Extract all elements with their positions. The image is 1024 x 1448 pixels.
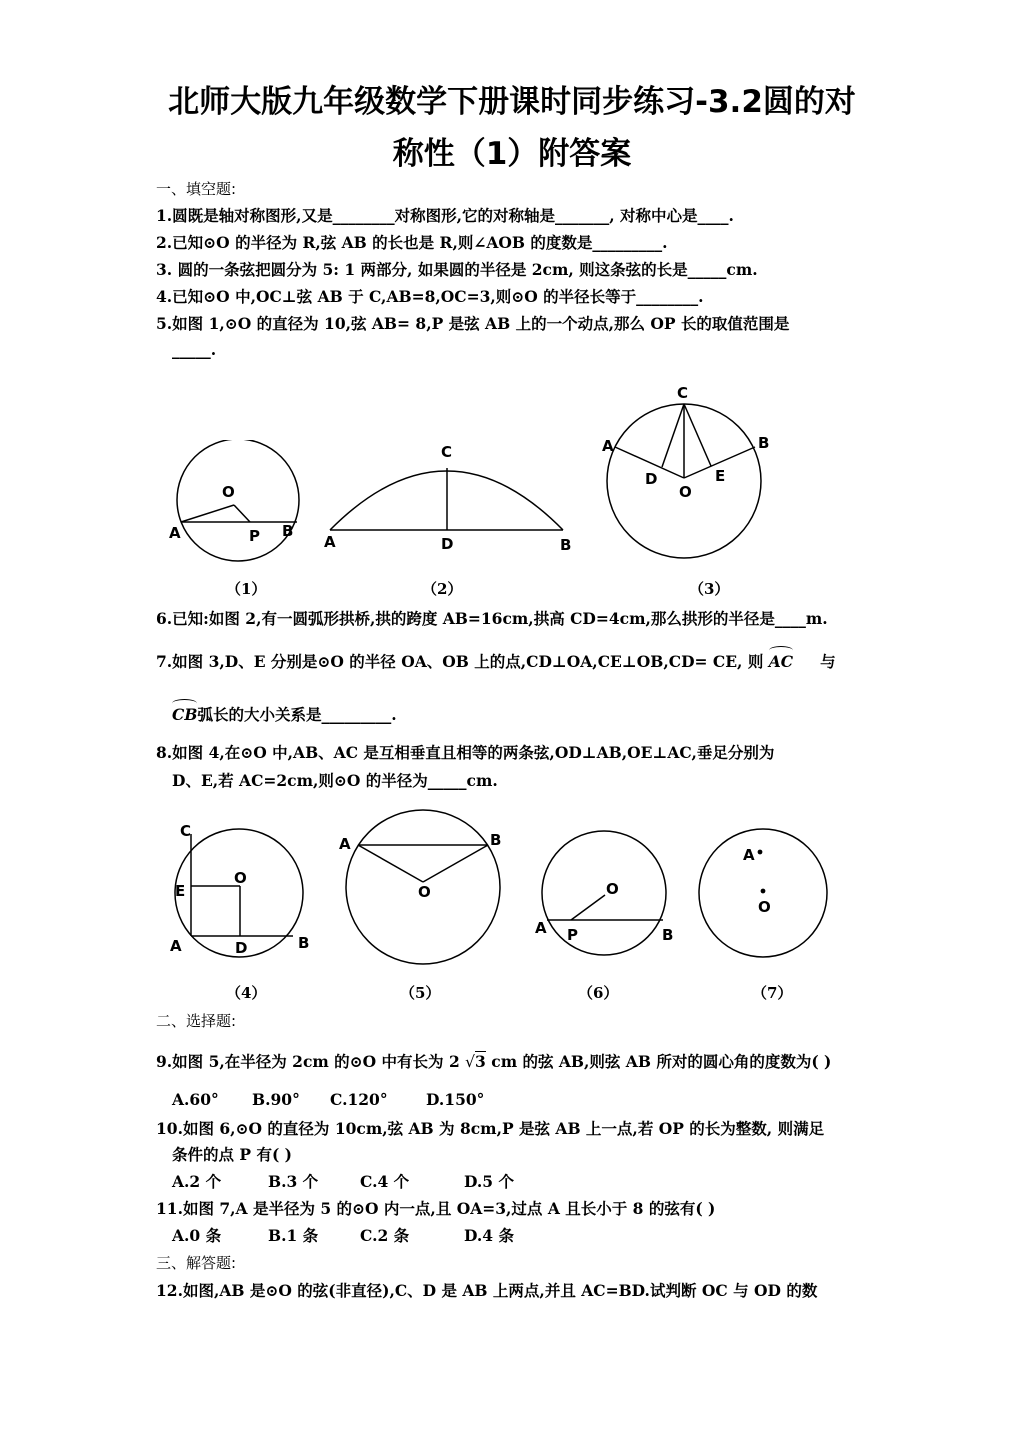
question-5-line2: _____.: [172, 340, 217, 359]
q10-option-c: C.4 个: [360, 1172, 410, 1191]
fig6-label-b: B: [662, 926, 674, 944]
question-7-text-2: 弧长的大小关系是_________.: [197, 705, 397, 724]
figure-3-caption: （3）: [689, 580, 730, 598]
question-7-text: 7.如图 3,D、E 分别是⊙O 的半径 OA、OB 上的点,CD⊥OA,CE⊥OB,CD= CE, 则: [156, 652, 764, 671]
figure-6: [530, 825, 690, 965]
question-8-line1: 8.如图 4,在⊙O 中,AB、AC 是互相垂直且相等的两条弦,OD⊥AB,OE⊥AC,垂足分别为: [156, 743, 775, 762]
question-10-line1: 10.如图 6,⊙O 的直径为 10cm,弦 AB 为 8cm,P 是弦 AB 上一点,若 OP 的长为整数, 则满足: [156, 1119, 825, 1138]
question-4: 4.已知⊙O 中,OC⊥弦 AB 于 C,AB=8,OC=3,则⊙O 的半径长等于________.: [156, 287, 704, 306]
question-12: 12.如图,AB 是⊙O 的弦(非直径),C、D 是 AB 上两点,并且 AC=BD.试判断 OC 与 OD 的数: [156, 1281, 818, 1300]
question-7-line1: [156, 650, 836, 672]
fig3-label-c: C: [677, 384, 689, 402]
fig7-label-o: O: [758, 898, 771, 916]
figure-4-caption: （4）: [226, 984, 267, 1002]
question-8-line2: D、E,若 AC=2cm,则⊙O 的半径为_____cm.: [172, 771, 498, 790]
figure-7-caption: （7）: [752, 984, 793, 1002]
q10-option-a: A.2 个: [172, 1172, 222, 1191]
q11-option-a: A.0 条: [172, 1226, 222, 1245]
fig6-label-o: O: [606, 880, 619, 898]
figure-4: [160, 816, 320, 966]
fig5-label-o: O: [418, 883, 431, 901]
page-title-line1: 北师大版九年级数学下册课时同步练习-3.2圆的对: [168, 84, 856, 120]
figure-2: [318, 440, 580, 560]
figure-2-caption: （2）: [422, 580, 463, 598]
question-9-text: 9.如图 5,在半径为 2cm 的⊙O 中有长为 2: [156, 1052, 460, 1071]
fig6-label-p: P: [567, 926, 578, 944]
fig3-label-o: O: [679, 483, 692, 501]
question-7-line2: [172, 703, 397, 725]
fig5-label-a: A: [339, 835, 351, 853]
page-title-line2: 称性（1）附答案: [392, 136, 632, 172]
section-multiple-choice: 二、选择题:: [156, 1012, 237, 1030]
figure-5-caption: （5）: [400, 984, 441, 1002]
question-9: [156, 1050, 831, 1072]
q9-option-c: C.120°: [330, 1090, 388, 1109]
question-1: 1.圆既是轴对称图形,又是________对称图形,它的对称轴是_______, 对称中心是____.: [156, 206, 734, 225]
question-10-line2: 条件的点 P 有( ): [172, 1145, 293, 1164]
q9-option-d: D.150°: [426, 1090, 485, 1109]
question-11: 11.如图 7,A 是半径为 5 的⊙O 内一点,且 OA=3,过点 A 且长小于 8 的弦有( ): [156, 1199, 716, 1218]
fig3-label-d: D: [645, 470, 658, 488]
fig1-label-a: A: [169, 524, 181, 542]
q11-option-b: B.1 条: [268, 1226, 319, 1245]
question-5-line1: 5.如图 1,⊙O 的直径为 10,弦 AB= 8,P 是弦 AB 上的一个动点,那么 OP 长的取值范围是: [156, 314, 790, 333]
q10-option-b: B.3 个: [268, 1172, 319, 1191]
fig2-label-c: C: [441, 443, 453, 461]
fig6-label-a: A: [535, 919, 547, 937]
fig4-label-c: C: [180, 822, 192, 840]
fig2-label-b: B: [560, 536, 572, 554]
question-7-connector: 与: [820, 652, 836, 671]
fig4-label-e: E: [175, 882, 186, 900]
question-2: 2.已知⊙O 的半径为 R,弦 AB 的长也是 R,则∠AOB 的度数是_________.: [156, 233, 668, 252]
fig4-label-d: D: [235, 939, 248, 957]
figure-1-caption: （1）: [226, 580, 267, 598]
question-3: 3. 圆的一条弦把圆分为 5: 1 两部分, 如果圆的半径是 2cm, 则这条弦的长是_____cm.: [156, 260, 758, 279]
question-9-text-2: cm 的弦 AB,则弦 AB 所对的圆心角的度数为( ): [491, 1052, 832, 1071]
fig3-label-e: E: [715, 467, 726, 485]
figure-6-caption: （6）: [578, 984, 619, 1002]
section-solve: 三、解答题:: [156, 1254, 237, 1272]
fig3-label-b: B: [758, 434, 770, 452]
section-fill-blank: 一、填空题:: [156, 180, 237, 198]
sqrt-sign: √: [465, 1053, 476, 1071]
fig1-label-p: P: [249, 527, 260, 545]
q10-option-d: D.5 个: [464, 1172, 514, 1191]
figure-5: [332, 800, 512, 970]
figure-1: [160, 440, 310, 570]
fig1-label-o: O: [222, 483, 235, 501]
q11-option-d: D.4 条: [464, 1226, 514, 1245]
sqrt-radicand: 3: [475, 1052, 486, 1071]
fig2-label-d: D: [441, 535, 454, 553]
fig3-label-a: A: [602, 437, 614, 455]
fig4-label-o: O: [234, 869, 247, 887]
q9-option-a: A.60°: [172, 1090, 219, 1109]
fig4-label-b: B: [298, 934, 310, 952]
question-6: 6.已知:如图 2,有一圆弧形拱桥,拱的跨度 AB=16cm,拱高 CD=4cm,那么拱形的半径是____m.: [156, 609, 828, 628]
figure-7: [690, 820, 840, 970]
arc-cb: CB: [172, 705, 198, 724]
fig1-label-b: B: [282, 522, 294, 540]
fig7-label-a: A: [743, 846, 755, 864]
fig5-label-b: B: [490, 831, 502, 849]
fig4-label-a: A: [170, 937, 182, 955]
figure-3: [596, 380, 776, 562]
q11-option-c: C.2 条: [360, 1226, 410, 1245]
fig2-label-a: A: [324, 533, 336, 551]
arc-ac: AC: [768, 652, 794, 671]
q9-option-b: B.90°: [252, 1090, 300, 1109]
